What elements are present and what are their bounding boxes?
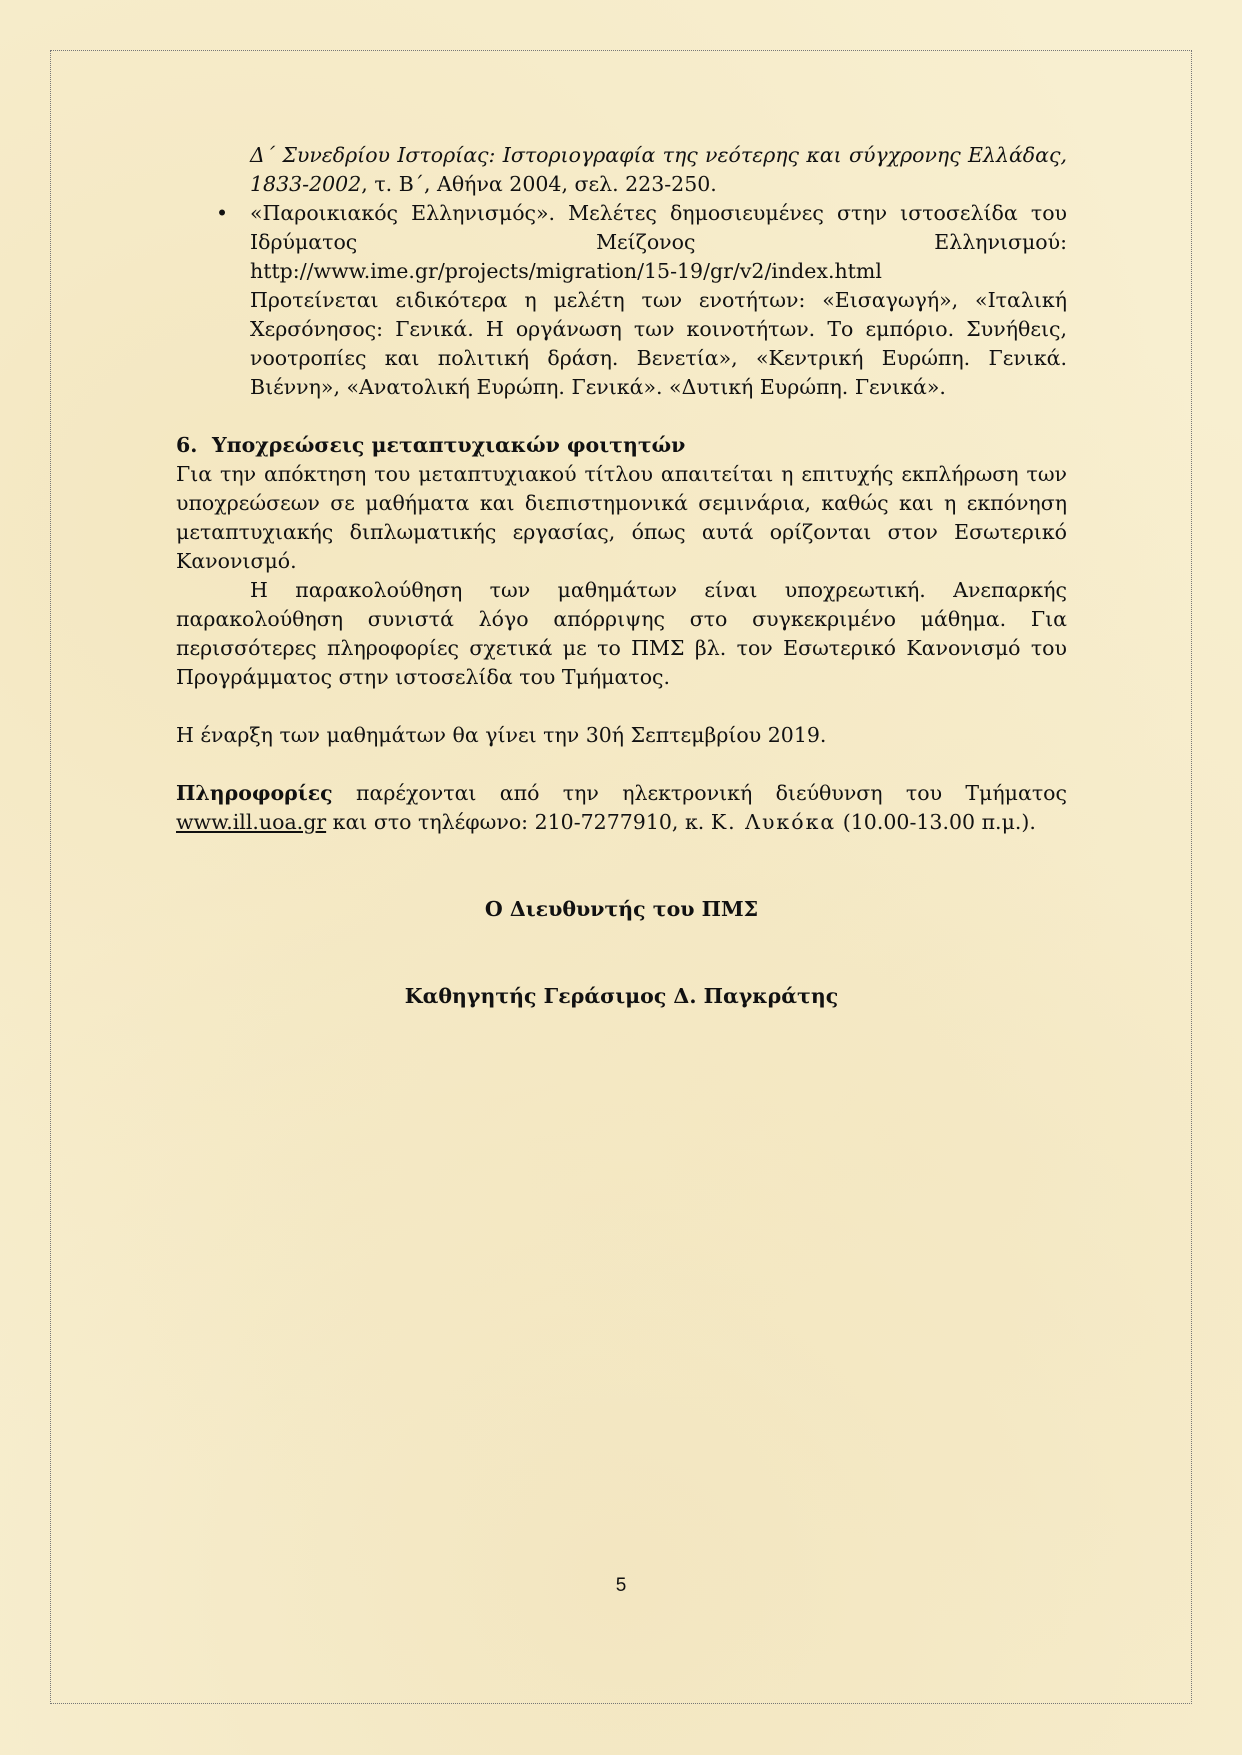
start-date-paragraph: Η έναρξη των μαθημάτων θα γίνει την 30ή Σεπτεμβρίου 2019.	[176, 723, 827, 747]
bullet-item-url[interactable]: http://www.ime.gr/projects/migration/15-19/gr/v2/index.html	[250, 259, 882, 283]
section-number: 6.	[176, 433, 198, 457]
section-title: Υποχρεώσεις μεταπτυχιακών φοιτητών	[212, 433, 686, 457]
signatory-name: Καθηγητής Γεράσιμος Δ. Παγκράτης	[404, 984, 839, 1008]
bullet-item-line-2: Ιδρύματος Μείζονος Ελληνισμού:	[250, 230, 1067, 254]
bullet-list-item	[176, 199, 1067, 402]
contact-paragraph: Πληροφορίες παρέχονται από την ηλεκτρονική διεύθυνση του Τμήματος www.ill.uoa.gr και στο τηλέφωνο: 210-7277910, κ. Κ. Λυκόκα (10.00-13.00 π.μ.).	[176, 781, 1067, 834]
website-link[interactable]: www.ill.uoa.gr	[176, 810, 327, 834]
reference-line-2: 1833-2002, τ. Β΄, Αθήνα 2004, σελ. 223-250.	[250, 172, 717, 196]
reference-line-1: Δ΄ Συνεδρίου Ιστορίας: Ιστοριογραφία της νεότερης και σύγχρονης Ελλάδας,	[250, 143, 1067, 167]
contact-person: Κ. Λυκόκα	[710, 810, 837, 834]
director-title: Ο Διευθυντής του ΠΜΣ	[484, 897, 759, 921]
attendance-paragraph: Η παρακολούθηση των μαθημάτων είναι υποχρεωτική. Ανεπαρκής παρακολούθηση συνιστά λόγο απόρριψης στο συγκεκριμένο μάθημα. Για περισσότερες πληροφορίες σχετικά με το ΠΜΣ βλ. τον Εσωτερικό Κανονισμό του Προγράμματος στην ιστοσελίδα του Τμήματος.	[176, 578, 1067, 689]
bullet-item-line-1: «Παροικιακός Ελληνισμός». Μελέτες δημοσιευμένες στην ιστοσελίδα του	[250, 201, 1067, 225]
obligations-paragraph: Για την απόκτηση του μεταπτυχιακού τίτλου απαιτείται η επιτυχής εκπλήρωση των υποχρεώσεων σε μαθήματα και διεπιστημονικά σεμινάρια, καθώς και η εκπόνηση μεταπτυχιακής διπλωματικής εργασίας, όπως αυτά ορίζονται στον Εσωτερικό Κανονισμό.	[176, 462, 1067, 573]
contact-label: Πληροφορίες	[176, 781, 333, 805]
bullet-item-recommendation: Προτείνεται ειδικότερα η μελέτη των ενοτήτων: «Εισαγωγή», «Ιταλική Χερσόνησος: Γενικά. Η οργάνωση των κοινοτήτων. Το εμπόριο. Συνήθεις, νοοτροπίες και πολιτική δράση. Βενετία», «Κεντρική Ευρώπη. Γενικά. Βιέννη», «Ανατολική Ευρώπη. Γενικά». «Δυτική Ευρώπη. Γενικά».	[250, 288, 1067, 399]
page-number: 5	[615, 1575, 627, 1596]
section-heading	[176, 431, 1067, 460]
document-body	[176, 141, 1067, 1011]
bullet-icon: •	[215, 201, 229, 225]
reference-continuation	[176, 141, 1067, 199]
